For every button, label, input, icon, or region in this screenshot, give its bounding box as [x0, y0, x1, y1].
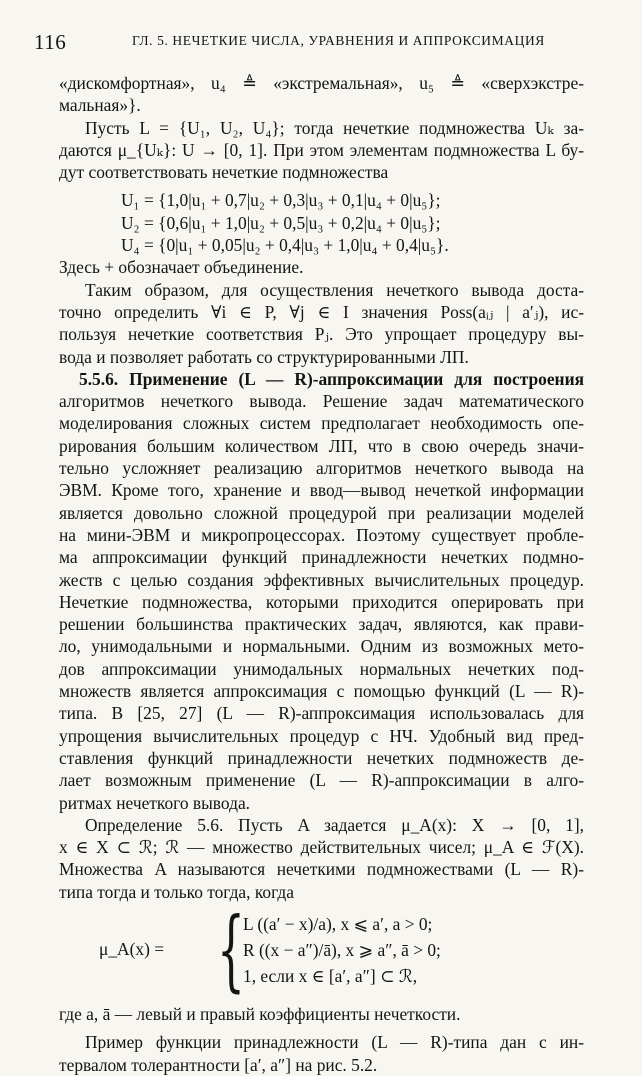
text-line: упрощения вычислительных процедур с НЧ. Удобный вид пред-: [59, 725, 584, 746]
equation-u4: U₄ = {0|u₁ + 0,05|u₂ + 0,4|u₃ + 1,0|u₄ + 0,4|u₅}.: [121, 235, 449, 256]
text-line: Таким образом, для осуществления нечеткого вывода доста-: [85, 279, 584, 300]
text-line: является довольно сложной процедурой при реализации моделей: [59, 502, 584, 523]
text-line: алгоритмов нечеткого вывода. Решение задач математического: [59, 391, 584, 412]
equation-u2: U₂ = {0,6|u₁ + 1,0|u₂ + 0,5|u₃ + 0,2|u₄ + 0|u₅};: [121, 212, 441, 233]
formula-case-right: R ((x − a″)/ā), x ⩾ a″, ā > 0;: [243, 939, 441, 960]
text-line: Пример функции принадлежности (L — R)-типа дан с ин-: [85, 1032, 584, 1053]
text-line: множеств является аппроксимация с помощью функций (L — R)-: [59, 681, 584, 702]
text-line: ЭВМ. Кроме того, хранение и ввод—вывод нечеткой информации: [59, 480, 584, 501]
section-heading: 5.5.6. Применение (L — R)-аппроксимации для построения: [79, 368, 584, 389]
running-head: ГЛ. 5. НЕЧЕТКИЕ ЧИСЛА, УРАВНЕНИЯ И АППРОКСИМАЦИЯ: [132, 33, 545, 48]
text-line: дов аппроксимации унимодальных нормальных нечетких под-: [59, 658, 584, 679]
text-line: ритмах нечеткого вывода.: [59, 792, 251, 813]
text-line: «дискомфортная», u₄ ≜ «экстремальная», u₅ ≜ «сверхэкстре-: [59, 73, 584, 93]
text-line: Множества A называются нечеткими подмножествами (L — R)-: [59, 859, 584, 880]
text-line: Нечеткие подмножества, которыми приходится оперировать при: [59, 591, 584, 612]
text-line: Здесь + обозначает объединение.: [59, 257, 304, 278]
text-line: тельно усложняет реализацию алгоритмов нечеткого вывода на: [59, 458, 584, 479]
text-line: лает возможным применение (L — R)-аппроксимации в алго-: [59, 770, 584, 791]
text-line: решении большинства практических задач, являются, как прави-: [59, 614, 584, 635]
text-line: типа тогда и только тогда, когда: [59, 881, 294, 902]
text-line: типа. В [25, 27] (L — R)-аппроксимация использовалась для: [59, 703, 584, 724]
text-line: мальная»}.: [59, 95, 141, 116]
formula-case-left: L ((a′ − x)/a), x ⩽ a′, a > 0;: [243, 913, 433, 934]
text-line: ма аппроксимации функций принадлежности нечетких подмно-: [59, 547, 584, 568]
formula-lhs: μ_A(x) =: [99, 939, 165, 960]
text-line: где a, ā — левый и правый коэффициенты нечеткости.: [59, 1003, 461, 1024]
page-number: 116: [34, 30, 67, 54]
text-line: точно определить ∀i ∈ P, ∀j ∈ I значения Poss(aᵢⱼ | a′ⱼ), ис-: [59, 301, 584, 322]
text-line: на мини-ЭВМ и микропроцессорах. Поэтому существует пробле-: [59, 524, 584, 545]
text-line: тервалом толерантности [a′, a″] на рис. 5.2.: [59, 1054, 378, 1075]
text-line: рирования большим количеством ЛП, что в свою очередь значи-: [59, 435, 584, 456]
text-line: вода и позволяет работать со структурированными ЛП.: [59, 346, 469, 367]
text-line: ло, унимодальными и нормальными. Одним из возможных мето-: [59, 636, 584, 657]
equation-u1: U₁ = {1,0|u₁ + 0,7|u₂ + 0,3|u₃ + 0,1|u₄ + 0|u₅};: [121, 190, 441, 211]
text-line: даются μ_{Uₖ}: U → [0, 1]. При этом элементам подмножества L бу-: [59, 139, 584, 160]
page-header: [28, 30, 614, 58]
membership-formula: [99, 897, 584, 1001]
definition-line: Определение 5.6. Пусть A задается μ_A(x): X → [0, 1],: [85, 814, 584, 835]
formula-brace: {: [217, 897, 245, 1001]
text-line: Пусть L = {U₁, U₂, U₄}; тогда нечеткие подмножества Uₖ за-: [85, 117, 584, 138]
text-line: моделирования сложных систем предполагает необходимость опе-: [59, 413, 584, 434]
text-line: пользуя нечеткие соответствия Pⱼ. Это упрощает процедуру вы-: [59, 324, 584, 345]
formula-cases: [243, 911, 441, 989]
text-line: жеств с целью создания эффективных вычислительных процедур.: [59, 569, 584, 590]
text-line: дут соответствовать нечеткие подмножества: [59, 162, 389, 183]
text-line: ставления функций принадлежности нечетких подмножеств де-: [59, 747, 584, 768]
text-line: x ∈ X ⊂ ℛ; ℛ — множество действительных чисел; μ_A ∈ ℱ(X).: [59, 837, 584, 858]
formula-case-core: 1, если x ∈ [a′, a″] ⊂ ℛ,: [243, 965, 418, 986]
page-body: [59, 72, 584, 1076]
